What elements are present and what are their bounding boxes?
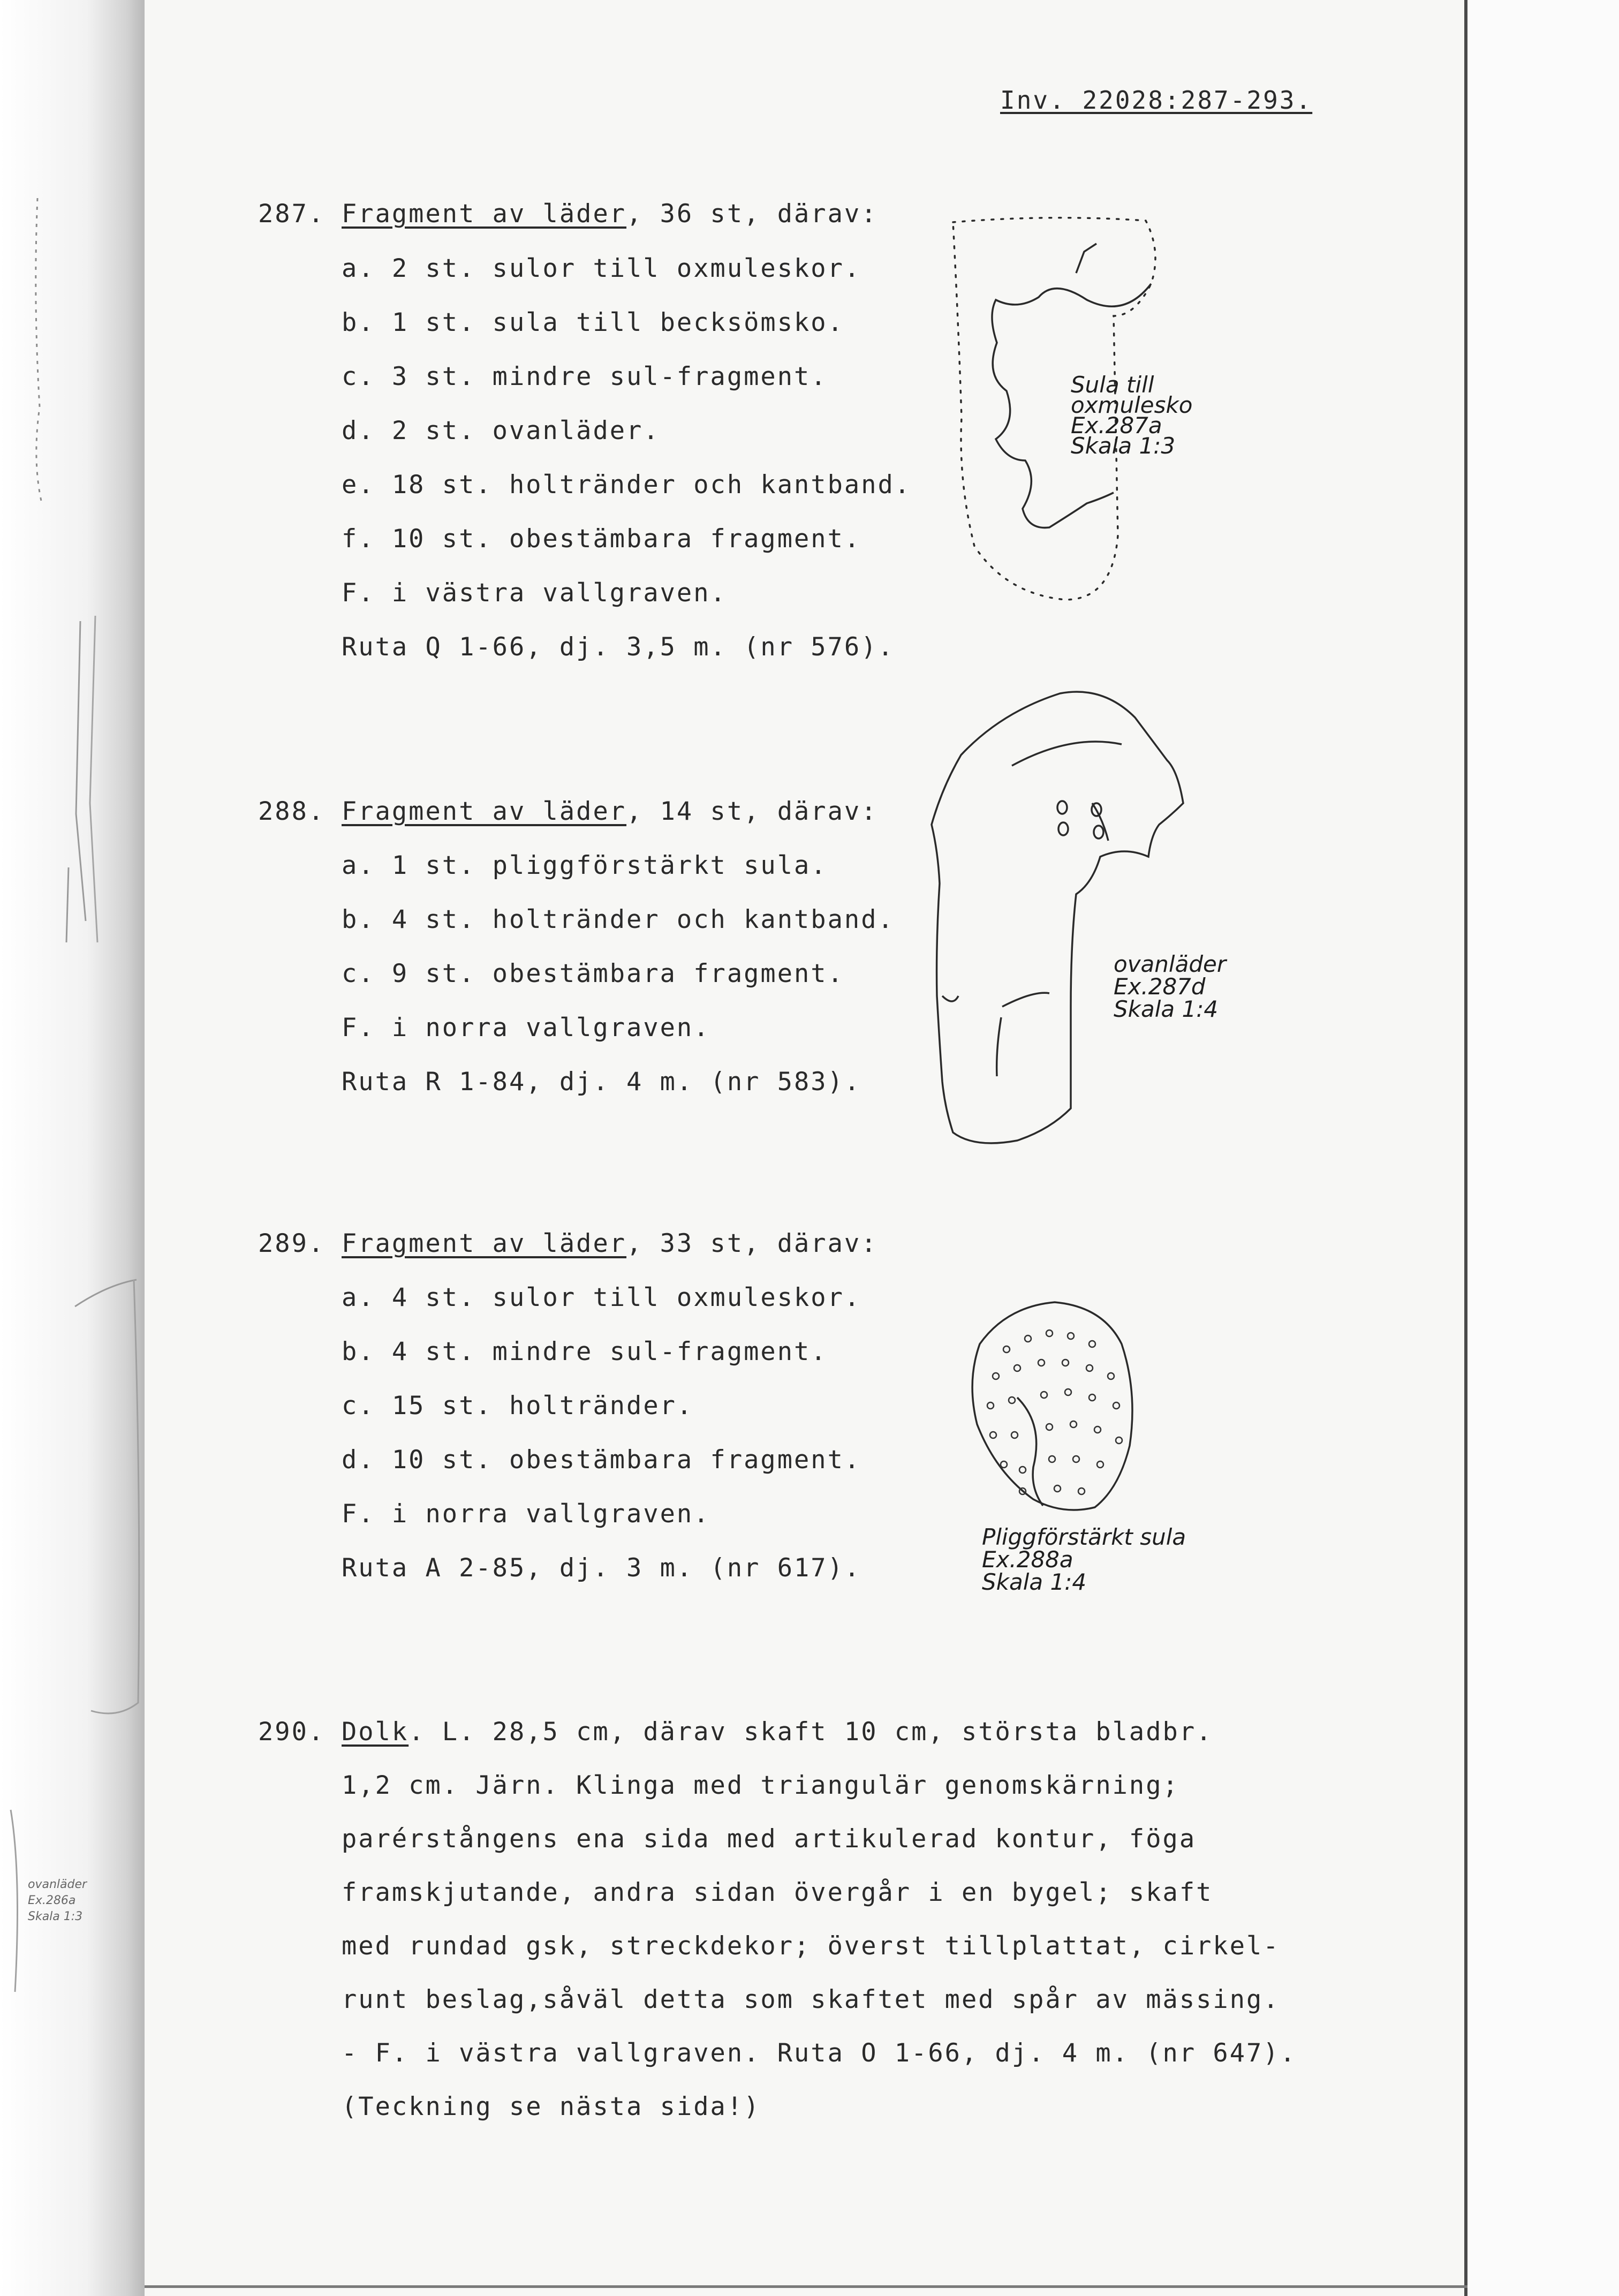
entry-heading xyxy=(342,1229,878,1258)
peg-hole xyxy=(1014,1365,1020,1371)
margin-bleed-mark-5 xyxy=(75,1280,137,1306)
sole-inner-detail xyxy=(1076,244,1096,273)
margin-note-line: Ex.286a xyxy=(28,1894,76,1907)
entry-line: a. 4 st. sulor till oxmuleskor. xyxy=(342,1283,861,1312)
caption-line: Skala 1:4 xyxy=(1114,996,1219,1022)
upper-leather-crease xyxy=(1002,993,1049,1007)
margin-bleed-mark-7 xyxy=(11,1810,18,1992)
entry-heading xyxy=(342,1717,1213,1747)
peg-hole xyxy=(1062,1360,1069,1366)
entry-number: 290. xyxy=(258,1717,326,1747)
entry-line: d. 2 st. ovanläder. xyxy=(342,416,660,445)
peg-hole xyxy=(1068,1333,1074,1339)
entry-line: b. 4 st. holtränder och kantband. xyxy=(342,905,895,934)
peg-hole xyxy=(1089,1394,1095,1401)
entry-heading xyxy=(342,199,878,229)
entry-line: Ruta Q 1-66, dj. 3,5 m. (nr 576). xyxy=(342,632,895,662)
inventory-number-text: Inv. 22028:287-293. xyxy=(1000,86,1313,115)
peg-hole xyxy=(1046,1330,1053,1336)
upper-leather-outline xyxy=(932,692,1183,1143)
peg-hole xyxy=(1001,1461,1007,1468)
caption-line: Skala 1:3 xyxy=(1071,433,1176,459)
peg-hole xyxy=(1038,1360,1045,1366)
upper-leather-sketch xyxy=(932,692,1183,1143)
entry-line: framskjutande, andra sidan övergår i en bygel; skaft xyxy=(342,1878,1213,1907)
entry-line: F. i norra vallgraven. xyxy=(342,1499,710,1529)
upper-leather-fold xyxy=(1012,742,1122,766)
entry-title: Fragment av läder xyxy=(342,1229,627,1258)
margin-bleed-mark-1 xyxy=(36,198,42,503)
entry-line: e. 18 st. holtränder och kantband. xyxy=(342,470,912,500)
entry-line: - F. i västra vallgraven. Ruta O 1-66, dj. 4 m. (nr 647). xyxy=(342,2038,1297,2068)
peg-hole xyxy=(1113,1402,1119,1409)
entry-line: Ruta R 1-84, dj. 4 m. (nr 583). xyxy=(342,1067,861,1097)
inventory-number xyxy=(1000,86,1312,115)
margin-note-line: Skala 1:3 xyxy=(28,1910,83,1923)
peg-hole xyxy=(1041,1392,1047,1398)
entry-line: 1,2 cm. Järn. Klinga med triangulär genomskärning; xyxy=(342,1771,1179,1800)
entry-number: 287. xyxy=(258,199,326,229)
peg-hole xyxy=(1073,1456,1079,1462)
entry-title-rest: , 14 st, därav: xyxy=(626,797,878,826)
peg-hole xyxy=(1089,1341,1095,1347)
peg-hole xyxy=(1049,1456,1055,1462)
peg-hole xyxy=(1019,1467,1026,1473)
entry-title: Dolk xyxy=(342,1717,409,1747)
entry-line: Ruta A 2-85, dj. 3 m. (nr 617). xyxy=(342,1553,861,1583)
caption-line: Ex.288a xyxy=(982,1546,1073,1573)
sketch-caption xyxy=(982,1526,1186,1593)
entry-line: c. 3 st. mindre sul-fragment. xyxy=(342,362,828,391)
margin-note xyxy=(28,1877,87,1925)
peg-hole xyxy=(987,1402,994,1409)
peg-hole xyxy=(1094,1426,1101,1433)
peg-hole xyxy=(1011,1432,1018,1438)
entry-number: 288. xyxy=(258,797,326,826)
peg-hole xyxy=(1086,1365,1093,1371)
peg-hole xyxy=(1097,1461,1103,1468)
caption-line: Pliggförstärkt sula xyxy=(982,1524,1186,1550)
caption-line: Sula till xyxy=(1071,372,1154,398)
peg-hole xyxy=(1065,1389,1071,1395)
entry-title-rest: , 36 st, därav: xyxy=(626,199,878,229)
margin-note-line: ovanläder xyxy=(28,1878,87,1891)
entry-title-rest: , 33 st, därav: xyxy=(626,1229,878,1258)
entry-line: c. 9 st. obestämbara fragment. xyxy=(342,959,844,988)
entry-line: d. 10 st. obestämbara fragment. xyxy=(342,1445,861,1475)
entry-line: med rundad gsk, streckdekor; överst tillplattat, cirkel- xyxy=(342,1931,1280,1961)
upper-leather-crease-2 xyxy=(997,1017,1001,1076)
entry-line: f. 10 st. obestämbara fragment. xyxy=(342,524,861,554)
peg-hole xyxy=(1116,1437,1122,1444)
entry-line: F. i norra vallgraven. xyxy=(342,1013,710,1043)
entry-line: parérstångens ena sida med artikulerad kontur, föga xyxy=(342,1824,1197,1854)
entry-line: b. 1 st. sula till becksömsko. xyxy=(342,308,844,337)
margin-marks xyxy=(11,198,139,1992)
entry-title: Fragment av läder xyxy=(342,797,627,826)
peg-hole xyxy=(1078,1488,1085,1494)
upper-leather-hole xyxy=(1094,826,1103,839)
peg-hole xyxy=(1025,1335,1031,1342)
sketch-caption xyxy=(1071,372,1193,459)
caption-line: Ex.287d xyxy=(1114,973,1206,1000)
entry-heading xyxy=(342,797,878,826)
peg-hole xyxy=(1108,1373,1114,1379)
margin-bleed-mark-2 xyxy=(76,621,86,921)
margin-bleed-mark-6 xyxy=(91,1280,139,1713)
upper-leather-hole xyxy=(1057,801,1067,814)
peg-hole xyxy=(1009,1397,1015,1403)
entry-line: runt beslag,såväl detta som skaftet med spår av mässing. xyxy=(342,1985,1280,2014)
entry-line: a. 1 st. pliggförstärkt sula. xyxy=(342,851,828,880)
peg-hole xyxy=(1054,1485,1061,1492)
entry-line: a. 2 st. sulor till oxmuleskor. xyxy=(342,254,861,283)
entry-title: Fragment av läder xyxy=(342,199,627,229)
upper-leather-crease-3 xyxy=(942,996,958,1001)
peg-hole xyxy=(993,1373,999,1379)
upper-leather-hole xyxy=(1058,822,1068,835)
peg-hole xyxy=(1070,1421,1077,1428)
entry-number: 289. xyxy=(258,1229,326,1258)
margin-bleed-mark-3 xyxy=(90,616,97,942)
peg-hole xyxy=(1046,1424,1053,1430)
caption-line: Ex.287a xyxy=(1071,412,1162,439)
caption-line: oxmulesko xyxy=(1071,392,1193,418)
peg-hole xyxy=(990,1432,996,1438)
entry-line: c. 15 st. holtränder. xyxy=(342,1391,694,1421)
peg-hole xyxy=(1003,1346,1010,1353)
entry-line: (Teckning se nästa sida!) xyxy=(342,2092,761,2121)
entry-title-rest: . L. 28,5 cm, därav skaft 10 cm, största bladbr. xyxy=(408,1717,1213,1747)
margin-bleed-mark-4 xyxy=(66,867,69,942)
sketch-caption xyxy=(1114,953,1226,1021)
entry-line: F. i västra vallgraven. xyxy=(342,578,727,608)
pegged-sole-peg-holes xyxy=(987,1330,1122,1494)
caption-line: Skala 1:4 xyxy=(982,1569,1087,1595)
caption-line: ovanläder xyxy=(1114,951,1227,977)
entry-line: b. 4 st. mindre sul-fragment. xyxy=(342,1337,828,1366)
pegged-sole-sketch xyxy=(972,1302,1132,1510)
